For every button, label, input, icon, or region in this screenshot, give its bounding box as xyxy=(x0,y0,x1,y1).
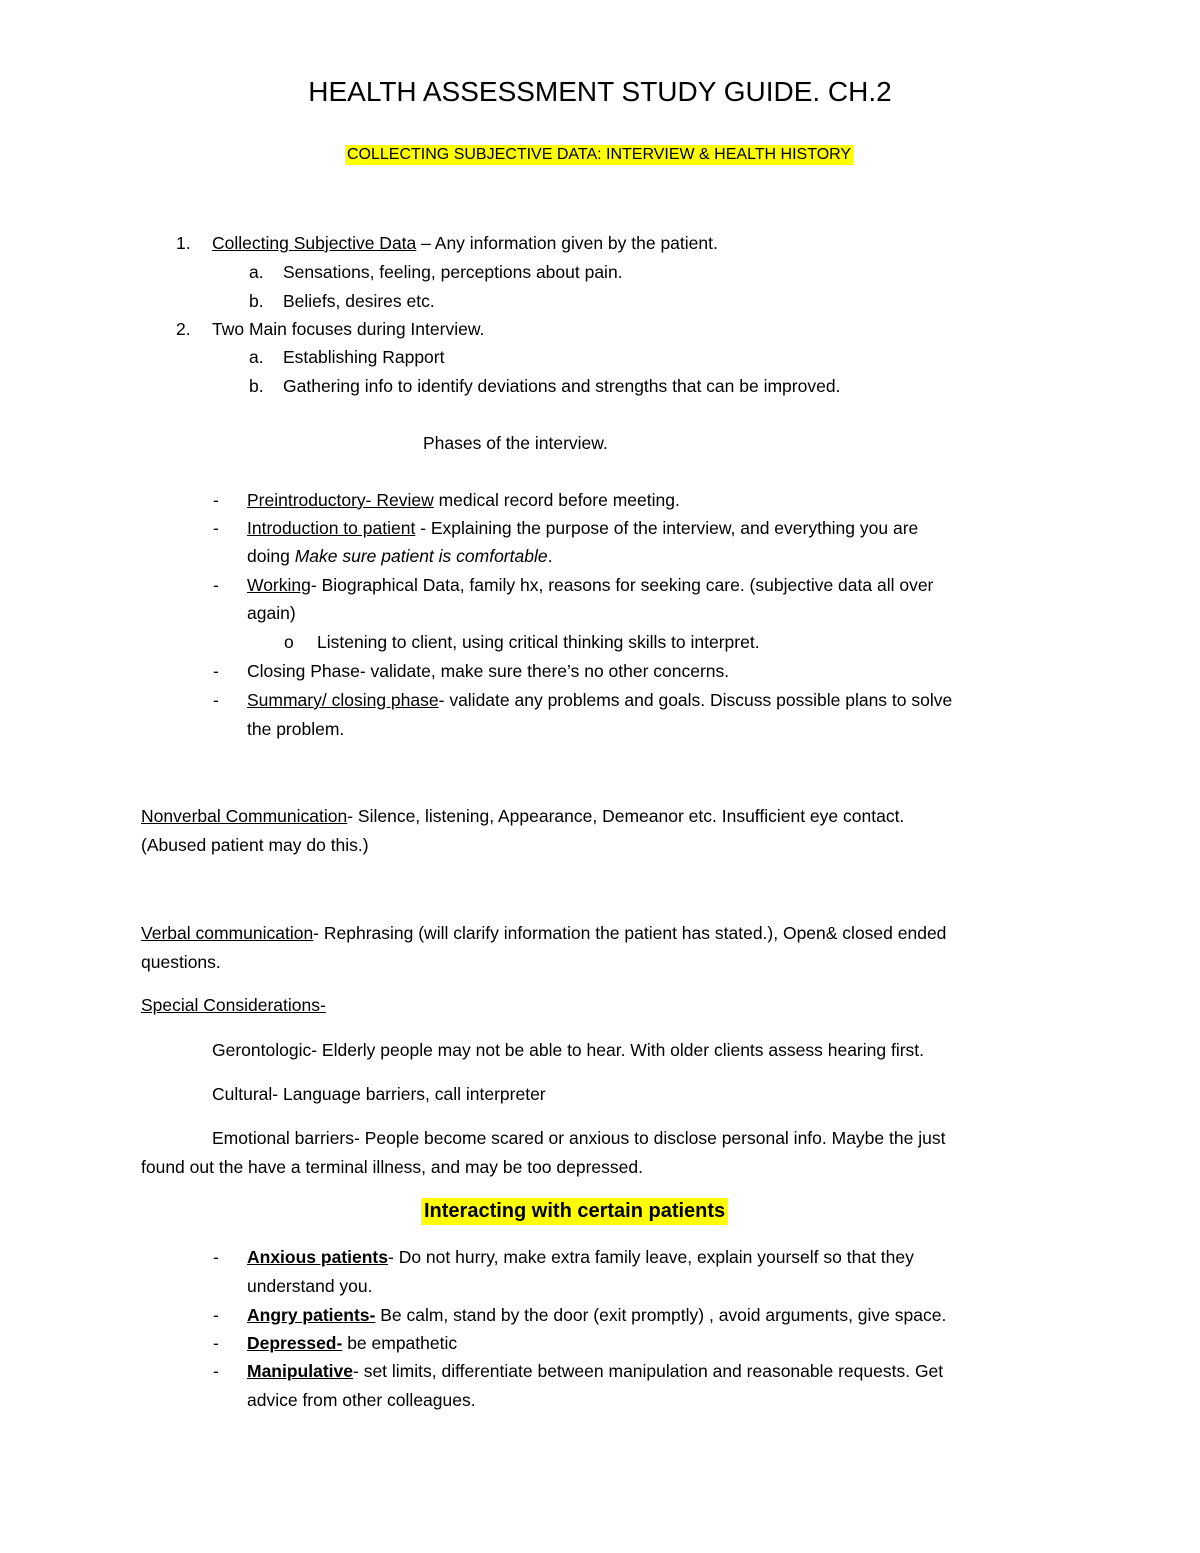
bullet-item xyxy=(247,686,952,714)
bullet-dash: - xyxy=(213,1333,219,1353)
verbal-paragraph xyxy=(141,919,946,947)
item-label: Working xyxy=(247,575,311,595)
gerontologic-paragraph: Gerontologic- Elderly people may not be able to hear. With older clients assess hearing first. xyxy=(212,1040,925,1060)
item-text: . xyxy=(547,546,553,566)
bullet-dash: - xyxy=(213,575,219,595)
list-number: 1. xyxy=(176,233,191,253)
item-label: Angry patients- xyxy=(247,1305,376,1325)
nonverbal-continuation: (Abused patient may do this.) xyxy=(141,835,369,855)
item-text: - set limits, differentiate between manipulation and reasonable requests. Get xyxy=(353,1361,944,1381)
bullet-item xyxy=(247,1357,943,1385)
item-text: - Explaining the purpose of the interview, and everything you are xyxy=(415,518,919,538)
item-text: - Biographical Data, family hx, reasons for seeking care. (subjective data all over xyxy=(310,575,934,595)
item-label: Preintroductory- Review xyxy=(247,490,434,510)
bullet-item xyxy=(247,514,918,542)
cultural-paragraph: Cultural- Language barriers, call interpreter xyxy=(212,1084,546,1104)
item-label: Anxious patients xyxy=(247,1247,388,1267)
bullet-continuation: advice from other colleagues. xyxy=(247,1390,476,1410)
item-italic: Make sure patient is comfortable xyxy=(294,546,548,566)
list-letter: a. xyxy=(249,347,264,367)
list-letter: b. xyxy=(249,376,264,396)
item-text: - Rephrasing (will clarify information the patient has stated.), Open& closed ended xyxy=(313,923,947,943)
list-number: 2. xyxy=(176,319,191,339)
bullet-item: Closing Phase- validate, make sure there’s no other concerns. xyxy=(247,661,730,681)
bullet-dash: - xyxy=(213,1305,219,1325)
sub-bullet: o xyxy=(284,632,294,652)
item-label: Manipulative xyxy=(247,1361,353,1381)
subtitle-highlight: COLLECTING SUBJECTIVE DATA: INTERVIEW & HEALTH HISTORY xyxy=(347,146,852,163)
item-text: - Do not hurry, make extra family leave, explain yourself so that they xyxy=(388,1247,914,1267)
bullet-continuation xyxy=(247,542,552,570)
item-text: be empathetic xyxy=(342,1333,458,1353)
bullet-item xyxy=(247,1243,914,1271)
bullet-item xyxy=(247,486,680,514)
item-text: - Silence, listening, Appearance, Demeanor etc. Insufficient eye contact. xyxy=(347,806,905,826)
item-text: doing xyxy=(247,546,295,566)
bullet-dash: - xyxy=(213,1361,219,1381)
list-item: Beliefs, desires etc. xyxy=(283,291,435,311)
special-considerations-heading: Special Considerations- xyxy=(141,995,326,1015)
list-item: Establishing Rapport xyxy=(283,347,445,367)
item-text: Be calm, stand by the door (exit promptly) , avoid arguments, give space. xyxy=(375,1305,947,1325)
item-label: Introduction to patient xyxy=(247,518,416,538)
item-label: Collecting Subjective Data xyxy=(212,233,417,253)
list-item xyxy=(212,229,718,257)
bullet-dash: - xyxy=(213,490,219,510)
bullet-dash: - xyxy=(213,518,219,538)
bullet-dash: - xyxy=(213,690,219,710)
item-label: Verbal communication xyxy=(141,923,314,943)
list-letter: a. xyxy=(249,262,264,282)
item-label: Nonverbal Communication xyxy=(141,806,348,826)
bullet-dash: - xyxy=(213,1247,219,1267)
emotional-paragraph: Emotional barriers- People become scared or anxious to disclose personal info. Maybe the just xyxy=(212,1128,946,1148)
bullet-dash: - xyxy=(213,661,219,681)
verbal-continuation: questions. xyxy=(141,952,221,972)
item-text: - validate any problems and goals. Discuss possible plans to solve xyxy=(438,690,953,710)
emotional-continuation: found out the have a terminal illness, and may be too depressed. xyxy=(141,1157,643,1177)
sub-bullet-item: Listening to client, using critical thinking skills to interpret. xyxy=(317,632,760,652)
item-label: Summary/ closing phase xyxy=(247,690,439,710)
interacting-heading: Interacting with certain patients xyxy=(421,1198,728,1225)
item-label: Depressed- xyxy=(247,1333,343,1353)
bullet-item xyxy=(247,1301,946,1329)
list-item: Two Main focuses during Interview. xyxy=(212,319,485,339)
item-text: medical record before meeting. xyxy=(433,490,680,510)
item-text: – Any information given by the patient. xyxy=(416,233,718,253)
page-title: HEALTH ASSESSMENT STUDY GUIDE. CH.2 xyxy=(308,76,892,107)
bullet-continuation: understand you. xyxy=(247,1276,373,1296)
list-item: Gathering info to identify deviations and strengths that can be improved. xyxy=(283,376,841,396)
bullet-continuation: again) xyxy=(247,603,296,623)
phases-heading: Phases of the interview. xyxy=(423,433,608,453)
bullet-item xyxy=(247,1329,457,1357)
bullet-continuation: the problem. xyxy=(247,719,345,739)
bullet-item xyxy=(247,571,933,599)
nonverbal-paragraph xyxy=(141,802,904,830)
list-letter: b. xyxy=(249,291,264,311)
list-item: Sensations, feeling, perceptions about pain. xyxy=(283,262,623,282)
